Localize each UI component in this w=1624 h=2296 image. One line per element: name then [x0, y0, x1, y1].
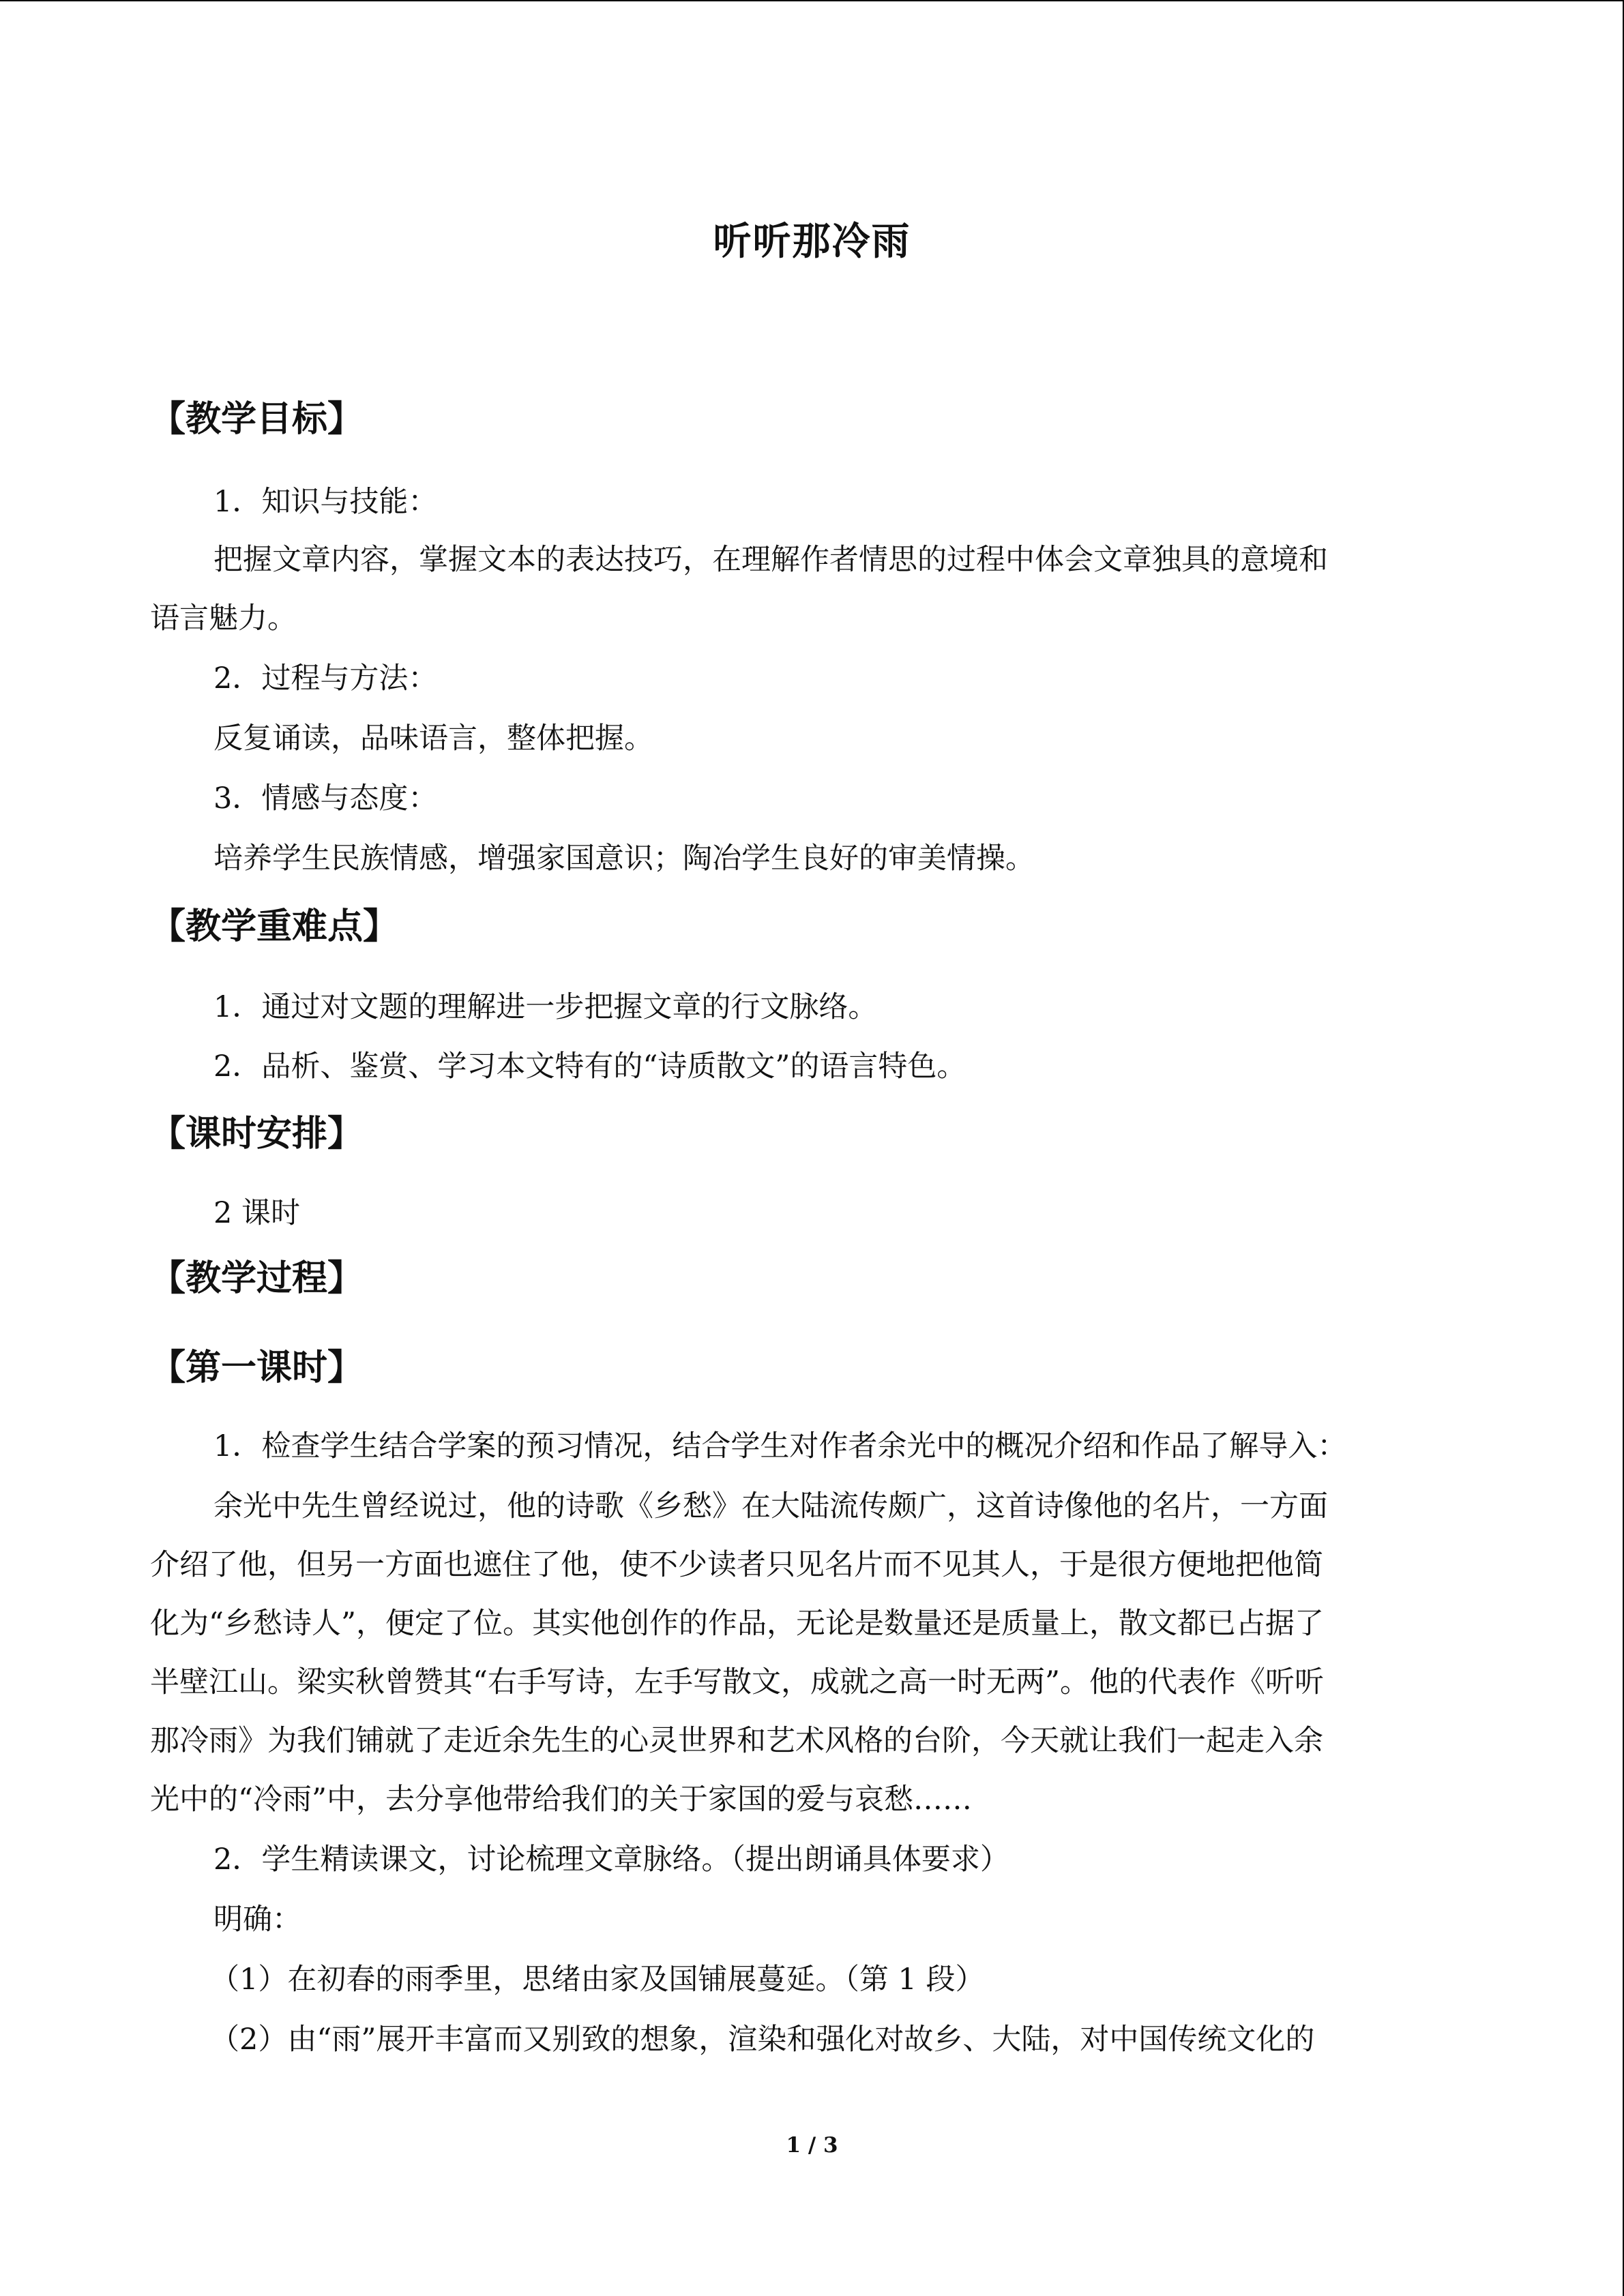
lesson-step-2: 2．学生精读课文，讨论梳理文章脉络。（提出朗诵具体要求）	[213, 1843, 1009, 1877]
outline-point-1: （1）在初春的雨季里，思绪由家及国铺展蔓延。（第 1 段）	[210, 1963, 985, 1997]
heading-teaching-goals: 【教学目标】	[150, 399, 364, 440]
goal-1-label: 1．知识与技能：	[213, 485, 438, 519]
intro-line-5: 那冷雨》为我们铺就了走近余先生的心灵世界和艺术风格的台阶，今天就让我们一起走入余	[150, 1724, 1323, 1758]
lesson-step-1: 1．检查学生结合学案的预习情况，结合学生对作者余光中的概况介绍和作品了解导入：	[213, 1429, 1347, 1463]
intro-line-1: 余光中先生曾经说过，他的诗歌《乡愁》在大陆流传颇广，这首诗像他的名片，一方面	[213, 1489, 1328, 1523]
heading-first-lesson: 【第一课时】	[150, 1347, 364, 1388]
clarify-label: 明确：	[213, 1903, 301, 1937]
key-point-2: 2．品析、鉴赏、学习本文特有的“诗质散文”的语言特色。	[213, 1049, 966, 1084]
goal-3-label: 3．情感与态度：	[213, 781, 438, 816]
document-title: 听听那冷雨	[713, 220, 911, 264]
page-border-top	[0, 0, 1624, 1]
goal-2-label: 2．过程与方法：	[213, 661, 438, 696]
heading-key-points: 【教学重难点】	[150, 906, 399, 947]
goal-1-text-line-2: 语言魅力。	[150, 601, 297, 636]
page-number: 1 / 3	[786, 2133, 838, 2158]
intro-line-4: 半壁江山。梁实秋曾赞其“右手写诗，左手写散文，成就之高一时无两”。他的代表作《听听	[150, 1665, 1324, 1699]
schedule-text: 2 课时	[213, 1196, 301, 1230]
goal-2-text: 反复诵读，品味语言，整体把握。	[213, 721, 653, 756]
heading-schedule: 【课时安排】	[150, 1114, 364, 1154]
intro-line-2: 介绍了他，但另一方面也遮住了他，使不少读者只见名片而不见其人，于是很方便地把他简	[150, 1548, 1323, 1582]
goal-1-text-line-1: 把握文章内容，掌握文本的表达技巧，在理解作者情思的过程中体会文章独具的意境和	[213, 543, 1328, 577]
intro-line-6: 光中的“冷雨”中，去分享他带给我们的关于家国的爱与哀愁……	[150, 1783, 972, 1817]
heading-teaching-process: 【教学过程】	[150, 1258, 364, 1299]
intro-line-3: 化为“乡愁诗人”，便定了位。其实他创作的作品，无论是数量还是质量上，散文都已占据了	[150, 1607, 1324, 1641]
goal-3-text: 培养学生民族情感，增强家国意识；陶冶学生良好的审美情操。	[213, 841, 1035, 876]
outline-point-2: （2）由“雨”展开丰富而又别致的想象，渲染和强化对故乡、大陆，对中国传统文化的	[210, 2023, 1315, 2057]
key-point-1: 1．通过对文题的理解进一步把握文章的行文脉络。	[213, 990, 878, 1024]
